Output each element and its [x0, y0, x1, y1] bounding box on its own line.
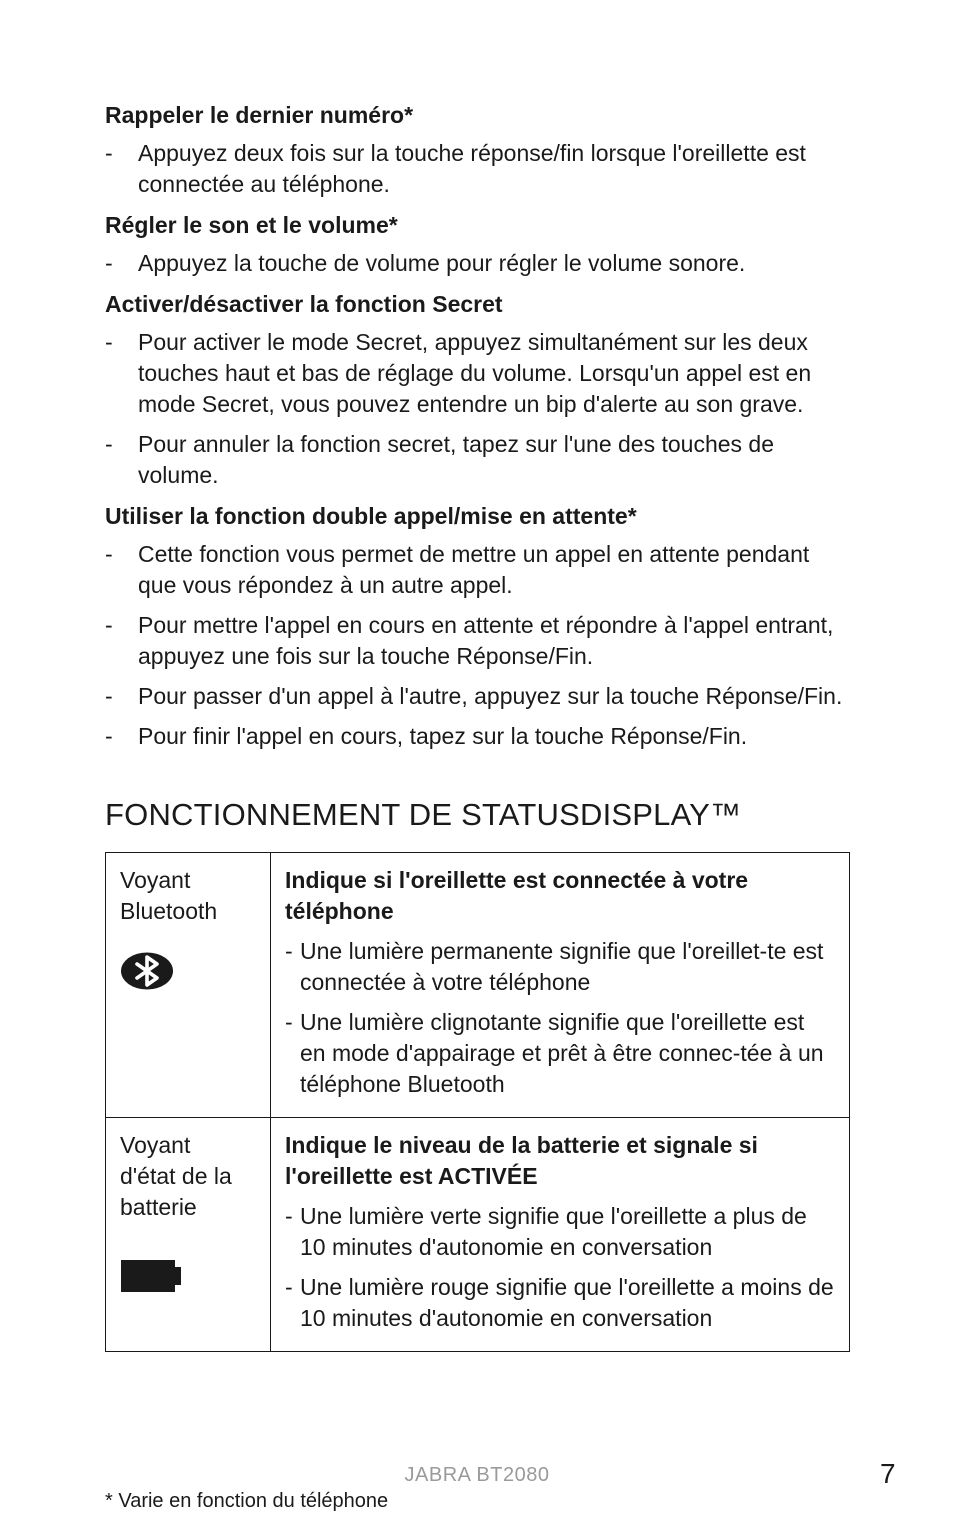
list-dash: - [285, 1009, 293, 1035]
list-dash: - [105, 683, 113, 709]
label-line: Bluetooth [120, 898, 218, 924]
label-line: d'état de la [120, 1163, 232, 1189]
section-heading-mute: Activer/désactiver la fonction Secret [105, 291, 503, 317]
label-cell-bluetooth [106, 853, 271, 1118]
list-item: - Une lumière verte signifie que l'oreillette a plus de 10 minutes d'autonomie en conversation [285, 1203, 807, 1260]
list-item: - Appuyez la touche de volume pour régler le volume sonore. [105, 248, 850, 279]
list-dash: - [285, 938, 293, 964]
list-item: - Pour passer d'un appel à l'autre, appuyez sur la touche Réponse/Fin. [105, 681, 850, 712]
list-dash: - [105, 431, 113, 457]
list-item: - Une lumière clignotante signifie que l'oreillette est en mode d'appairage et prêt à être connec-tée à un téléphone Bluetooth [285, 1009, 824, 1097]
description-cell-battery [271, 1118, 850, 1352]
page-number: 7 [880, 1458, 896, 1489]
list-dash: - [285, 1274, 293, 1300]
list-dash: - [285, 1203, 293, 1229]
description-heading: Indique le niveau de la batterie et signale si l'oreillette est ACTIVÉE [285, 1132, 758, 1189]
description-heading: Indique si l'oreillette est connectée à votre téléphone [285, 867, 749, 924]
list-item: - Une lumière rouge signifie que l'oreillette a moins de 10 minutes d'autonomie en conversation [285, 1274, 834, 1331]
list-item: - Pour activer le mode Secret, appuyez simultanément sur les deux touches haut et bas de réglage du volume. Lorsqu'un appel est en mode Secret, vous pouvez entendre un bip d'alerte au son grave. [105, 329, 812, 417]
list-item: - Une lumière permanente signifie que l'oreillet-te est connectée à votre téléphone [285, 938, 824, 995]
section-list-call-waiting [105, 539, 850, 752]
section-heading-volume: Régler le son et le volume* [105, 212, 398, 238]
list-dash: - [105, 612, 113, 638]
section-list-volume [105, 248, 850, 279]
label-line: Voyant [120, 867, 191, 893]
statusdisplay-title: FONCTIONNEMENT DE STATUSDISPLAY™ [105, 797, 742, 832]
section-heading-call-waiting: Utiliser la fonction double appel/mise en attente* [105, 503, 637, 529]
list-dash: - [105, 329, 113, 355]
list-dash: - [105, 140, 113, 166]
page-content [105, 100, 850, 1352]
list-item: - Appuyez deux fois sur la touche réponse/fin lorsque l'oreillette est connectée au téléphone. [105, 140, 806, 197]
table-row [106, 1118, 850, 1352]
list-item: - Pour annuler la fonction secret, tapez sur l'une des touches de volume. [105, 431, 775, 488]
section-list-mute [105, 327, 850, 491]
list-dash: - [105, 723, 113, 749]
list-item: - Pour mettre l'appel en cours en attente et répondre à l'appel entrant, appuyez une fois sur la touche Réponse/Fin. [105, 612, 834, 669]
table-row [106, 853, 850, 1118]
label-line: batterie [120, 1194, 197, 1220]
label-line: Voyant [120, 1132, 191, 1158]
label-cell-battery [106, 1118, 271, 1352]
description-cell-bluetooth [271, 853, 850, 1118]
bluetooth-icon [120, 951, 256, 1001]
footnote: * Varie en fonction du téléphone [105, 1490, 389, 1512]
footer-brand: JABRA BT2080 [404, 1464, 550, 1486]
list-item: - Cette fonction vous permet de mettre un appel en attente pendant que vous répondez à un autre appel. [105, 541, 810, 598]
section-heading-redial: Rappeler le dernier numéro* [105, 102, 414, 128]
battery-icon [120, 1259, 256, 1309]
list-item: - Pour finir l'appel en cours, tapez sur la touche Réponse/Fin. [105, 721, 850, 752]
section-list-redial [105, 138, 850, 200]
statusdisplay-table [105, 852, 850, 1352]
list-dash: - [105, 541, 113, 567]
list-dash: - [105, 250, 113, 276]
